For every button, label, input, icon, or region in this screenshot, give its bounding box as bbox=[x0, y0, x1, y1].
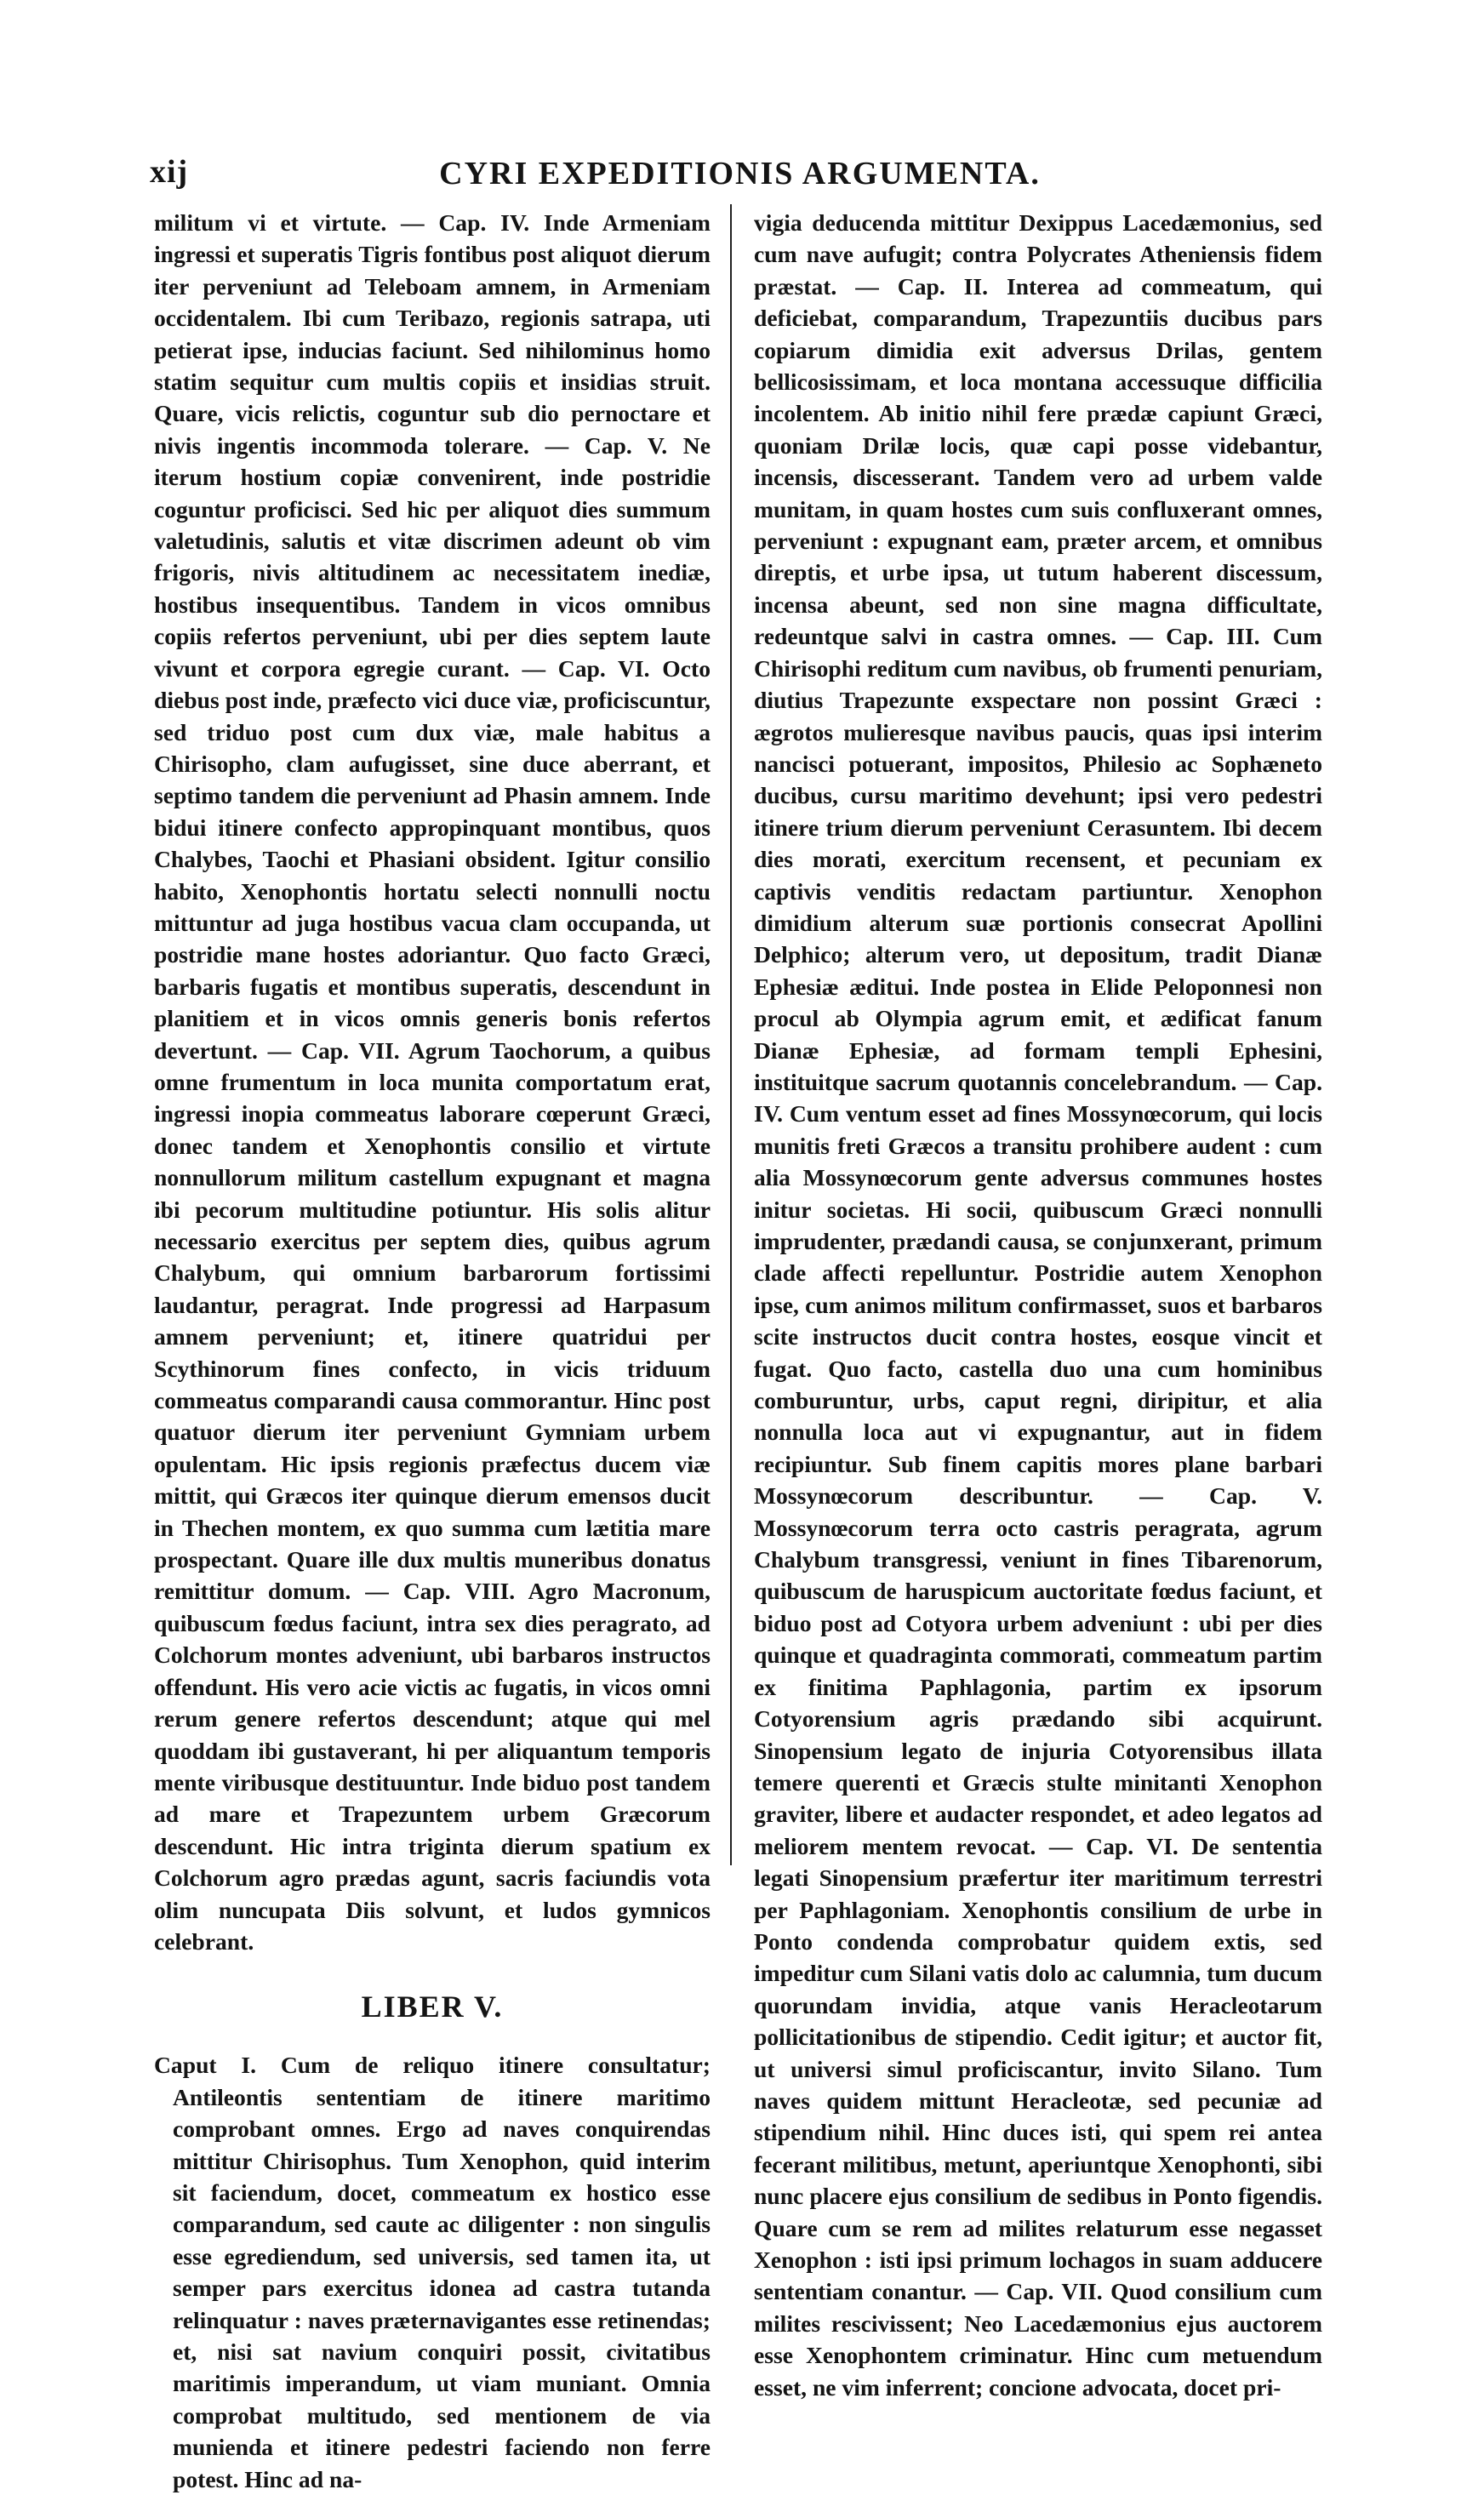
page-number: xij bbox=[150, 154, 189, 190]
caput-paragraph: Caput I. Cum de reliquo itinere consultatur; Antileontis sententiam de itinere maritimo comprobant omnes. Ergo ad naves conquirendas mittitur Chirisophus. Tum Xenophon, quid interim sit faciendum, docet, commeatum ex hostico esse comparandum, sed caute ac diligenter : non singulis esse egrediendum, sed universis, sed tamen ita, ut semper pars exercitus idonea ad castra tutanda relinquatur : naves præternavigantes esse retinendas; et, nisi sat navium conquiri possit, civitatibus maritimis imperandum, ut viam muniant. Omnia comprobat multitudo, sed mentionem de via munienda et itinere pedestri faciendo non ferre potest. Hinc ad na- bbox=[154, 2052, 711, 2492]
running-title: CYRI EXPEDITIONIS ARGUMENTA. bbox=[439, 156, 1041, 191]
book-heading: LIBER V. bbox=[361, 1990, 504, 2024]
page-header bbox=[150, 153, 1330, 196]
left-column-text: militum vi et virtute. — Cap. IV. Inde Armeniam ingressi et superatis Tigris fontibus post aliquot dierum iter perveniunt ad Teleboam amnem, in Armeniam occidentalem. Ibi cum Teribazo, regionis satrapa, uti petierat ipse, inducias faciunt. Sed nihilominus homo statim sequitur cum multis copiis et insidias struit. Quare, vicis relictis, coguntur sub dio pernoctare et nivis ingentis incommoda tolerare. — Cap. V. Ne iterum hostium copiæ convenirent, inde postridie coguntur proficisci. Sed hic per aliquot dies summum valetudinis, salutis et vitæ discrimen adeunt ob vim frigoris, nivis altitudinem ac necessitatem inediæ, hostibus insequentibus. Tandem in vicos omnibus copiis refertos perveniunt, ubi per dies septem laute vivunt et corpora egregie curant. — Cap. VI. Octo diebus post inde, præfecto vici duce viæ, proficiscuntur, sed triduo post cum dux viæ, male habitus a Chirisopho, clam aufugisset, sine duce aberrant, et septimo tandem die perveniunt ad Phasin amnem. Inde bidui itinere confecto appropinquant montibus, quos Chalybes, Taochi et Phasiani obsident. Igitur consilio habito, Xenophontis hortatu selecti nonnulli noctu mittuntur ad juga hostibus vacua clam occupanda, ut postridie mane hostes adoriantur. Quo facto Græci, barbaris fugatis et montibus superatis, descendunt in planitiem et in vicos omnis generis bonis refertos devertunt. — Cap. VII. Agrum Taochorum, a quibus omne frumentum in loca munita comportatum erat, ingressi inopia commeatus laborare cœperunt Græci, donec tandem et Xenophontis consilio et virtute nonnullorum militum castellum expugnant et magna ibi pecorum multitudine potiuntur. His solis alitur necessario exercitus per septem dies, quibus agrum Chalybum, qui omnium barbarorum fortissimi laudantur, peragrat. Inde progressi ad Harpasum amnem perveniunt; et, itinere quatridui per Scythinorum fines confecto, in vicis triduum commeatus comparandi causa commorantur. Hinc post quatuor dierum iter perveniunt Gymniam urbem opulentam. Hic ipsis regionis præfectus ducem viæ mittit, qui Græcos iter quinque dierum emensos ducit in Thechen montem, ex quo summa cum lætitia mare prospectant. Quare ille dux multis muneribus donatus remittitur domum. — Cap. VIII. Agro Macronum, quibuscum fœdus faciunt, intra sex dies peragrato, ad Colchorum montes adveniunt, ubi barbaros instructos offendunt. His vero acie victis ac fugatis, in vicos omni rerum genere refertos descendunt; atque qui mel quoddam ibi gustaverant, hi per aliquantum temporis mente viribusque destituuntur. Inde biduo post tandem ad mare et Trapezuntem urbem Græcorum descendunt. Hic intra triginta dierum spatium ex Colchorum agro prædas agunt, sacris faciundis vota olim nuncupata Diis solvunt, et ludos gymnicos celebrant. bbox=[154, 209, 711, 1955]
right-column-text: vigia deducenda mittitur Dexippus Lacedæmonius, sed cum nave aufugit; contra Polycrates Atheniensis fidem præstat. — Cap. II. Interea ad commeatum, qui deficiebat, comparandum, Trapezuntiis ducibus pars copiarum dimidia exit adversus Drilas, gentem bellicosissimam, et loca montana accessuque difficilia incolentem. Ab initio nihil fere prædæ capiunt Græci, quoniam Drilæ locis, quæ capi posse videbantur, incensis, discesserant. Tandem vero ad urbem valde munitam, in quam hostes cum suis confluxerant omnes, perveniunt : expugnant eam, præter arcem, et omnibus direptis, et urbe ipsa, ut tutum haberent discessum, incensa abeunt, sed non sine magna difficultate, redeuntque salvi in castra omnes. — Cap. III. Cum Chirisophi reditum cum navibus, ob frumenti penuriam, diutius Trapezunte exspectare non possint Græci : ægrotos mulieresque navibus paucis, quas ipsi interim nancisci potuerant, impositos, Philesio ac Sophæneto ducibus, cursu maritimo devehunt; ipsi vero pedestri itinere trium dierum perveniunt Cerasuntem. Ibi decem dies morati, exercitum recensent, et pecuniam ex captivis venditis redactam partiuntur. Xenophon dimidium alterum suæ portionis consecrat Apollini Delphico; alterum vero, ut depositum, tradit Dianæ Ephesiæ æditui. Inde postea in Elide Peloponnesi non procul ab Olympia agrum emit, et ædificat fanum Dianæ Ephesiæ, ad formam templi Ephesini, instituitque sacrum quotannis concelebrandum. — Cap. IV. Cum ventum esset ad fines Mossynœcorum, qui locis munitis freti Græcos a transitu prohibere audent : cum alia Mossynœcorum gente adversus communes hostes initur societas. Hi socii, quibuscum Græci nonnulli imprudenter, prædandi causa, se conjunxerant, primum clade affecti repelluntur. Postridie autem Xenophon ipse, cum animos militum confirmasset, suos et barbaros scite instructos ducit contra hostes, eosque vincit et fugat. Quo facto, castella duo una cum hominibus comburuntur, urbs, caput regni, diripitur, et alia nonnulla loca aut vi expugnantur, aut in fidem recipiuntur. Sub finem capitis mores plane barbari Mossynœcorum describuntur. — Cap. V. Mossynœcorum terra octo castris peragrata, agrum Chalybum transgressi, veniunt in fines Tibarenorum, quibuscum de haruspicum auctoritate fœdus faciunt, et biduo post ad Cotyora urbem adveniunt : ubi per dies quinque et quadraginta commorati, commeatum partim ex finitima Paphlagonia, partim ex ipsorum Cotyorensium agris prædando sibi acquirunt. Sinopensium legato de injuria Cotyorensibus illata temere querenti et Græcis stulte minitanti Xenophon graviter, libere et audacter respondet, et adeo legatos ad meliorem mentem revocat. — Cap. VI. De sententia legati Sinopensium præfertur iter maritimum terrestri per Paphlagoniam. Xenophontis consilium de urbe in Ponto condenda comprobatur quidem extis, sed impeditur cum Silani vatis dolo ac calumnia, tum ducum quorundam invidia, atque vanis Heracleotarum pollicitationibus de stipendio. Cedit igitur; et auctor fit, ut universi simul proficiscantur, invito Silano. Tum naves quidem mittunt Heracleotæ, sed pecuniæ ad stipendium nihil. Hinc duces isti, qui spem rei antea fecerant militibus, metunt, aperiuntque Xenophonti, sibi nunc placere ejus consilium de sedibus in Ponto figendis. Quare cum se rem ad milites relaturum esse negasset Xenophon : isti ipsi primum lochagos in suam adducere sententiam conantur. — Cap. VII. Quod consilium cum milites rescivissent; Neo Lacedæmonius ejus auctorem esse Xenophontem criminatur. Hinc cum metuendum esset, ne vim inferrent; concione advocata, docet pri- bbox=[754, 209, 1322, 2401]
left-column bbox=[154, 207, 711, 2495]
right-column bbox=[754, 207, 1322, 2403]
column-divider bbox=[730, 204, 732, 1865]
